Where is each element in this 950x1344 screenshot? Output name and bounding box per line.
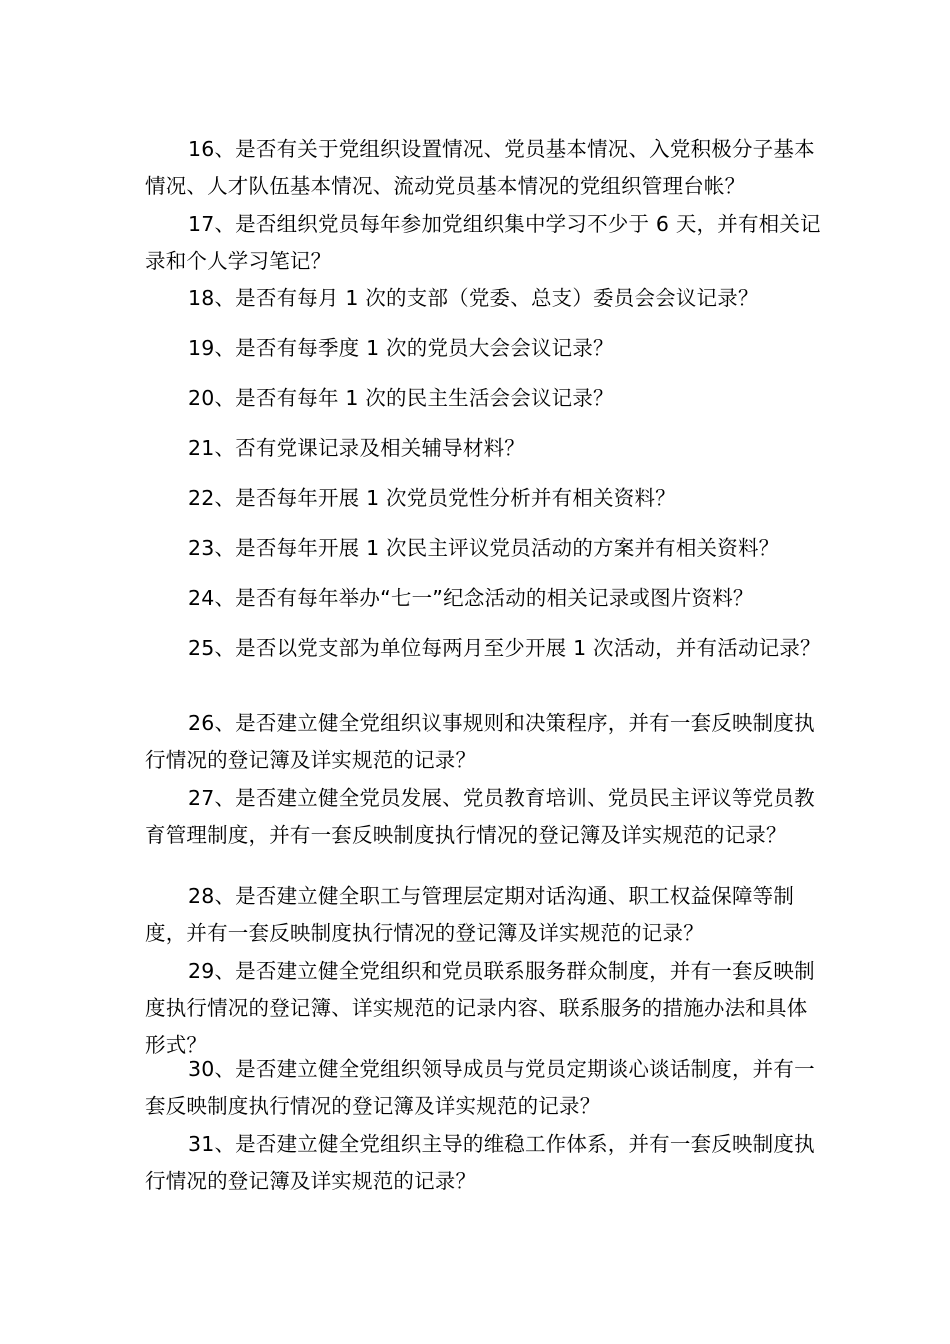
- item-23: 23、是否每年开展 1 次民主评议党员活动的方案并有相关资料？: [188, 536, 780, 560]
- item-17: 17、是否组织党员每年参加党组织集中学习不少于 6 天，并有相关记录和个人学习笔记？: [145, 212, 821, 273]
- item-28: 28、是否建立健全职工与管理层定期对话沟通、职工权益保障等制度，并有一套反映制度执行情况的登记簿及详实规范的记录？: [145, 884, 795, 945]
- item-29: 29、是否建立健全党组织和党员联系服务群众制度，并有一套反映制度执行情况的登记簿、详实规范的记录内容、联系服务的措施办法和具体形式？: [145, 959, 815, 1057]
- item-19: 19、是否有每季度 1 次的党员大会会议记录？: [188, 336, 614, 360]
- item-16: 16、是否有关于党组织设置情况、党员基本情况、入党积极分子基本情况、人才队伍基本情况、流动党员基本情况的党组织管理台帐？: [145, 137, 815, 198]
- item-18: 18、是否有每月 1 次的支部（党委、总支）委员会会议记录？: [188, 286, 759, 310]
- item-27: 27、是否建立健全党员发展、党员教育培训、党员民主评议等党员教育管理制度，并有一套反映制度执行情况的登记簿及详实规范的记录？: [145, 786, 815, 847]
- item-24: 24、是否有每年举办“七一”纪念活动的相关记录或图片资料？: [188, 586, 754, 610]
- item-21: 21、否有党课记录及相关辅导材料？: [188, 436, 525, 460]
- item-25: 25、是否以党支部为单位每两月至少开展 1 次活动，并有活动记录？: [188, 636, 821, 660]
- item-31: 31、是否建立健全党组织主导的维稳工作体系，并有一套反映制度执行情况的登记簿及详实规范的记录？: [145, 1132, 815, 1193]
- item-30: 30、是否建立健全党组织领导成员与党员定期谈心谈话制度，并有一套反映制度执行情况的登记簿及详实规范的记录？: [145, 1057, 815, 1118]
- item-26: 26、是否建立健全党组织议事规则和决策程序，并有一套反映制度执行情况的登记簿及详实规范的记录？: [145, 711, 815, 772]
- item-22: 22、是否每年开展 1 次党员党性分析并有相关资料？: [188, 486, 676, 510]
- item-20: 20、是否有每年 1 次的民主生活会会议记录？: [188, 386, 614, 410]
